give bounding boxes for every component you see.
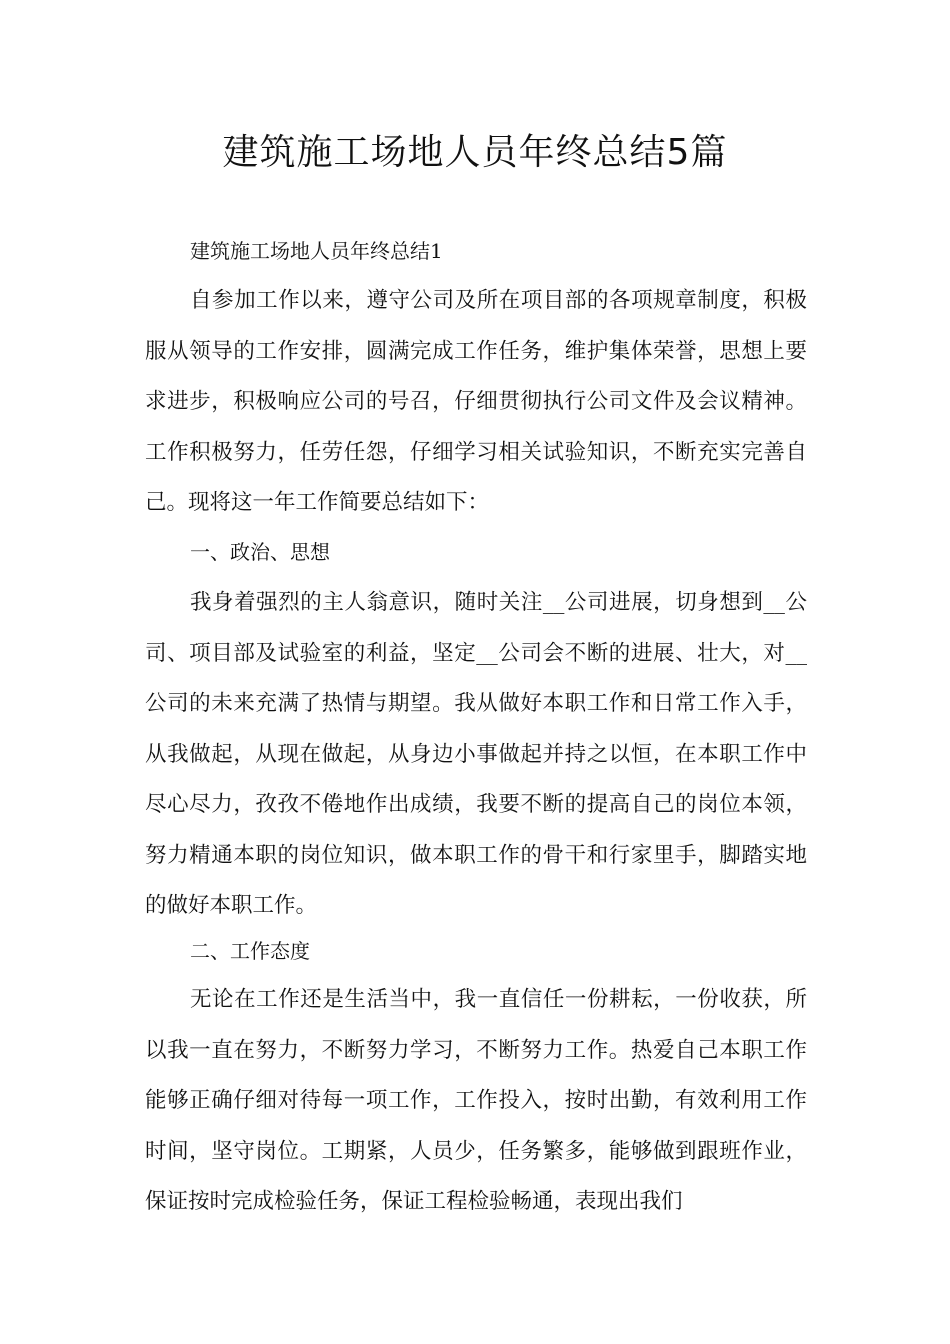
section-heading: 建筑施工场地人员年终总结1 — [190, 239, 443, 263]
paragraph-politics-thought: 我身着强烈的主人翁意识，随时关注__公司进展，切身想到__公司、项目部及试验室的利益，坚定__公司会不断的进展、壮大，对__公司的未来充满了热情与期望。我从做好本职工作和日常工作入手，从我做起，从现在做起，从身边小事做起并持之以恒，在本职工作中尽心尽力，孜孜不倦地作出成绩，我要不断的提高自己的岗位本领，努力精通本职的岗位知识，做本职工作的骨干和行家里手，脚踏实地的做好本职工作。 — [145, 590, 807, 918]
intro-paragraph: 自参加工作以来，遵守公司及所在项目部的各项规章制度，积极服从领导的工作安排，圆满完成工作任务，维护集体荣誉，思想上要求进步，积极响应公司的号召，仔细贯彻执行公司文件及会议精神。工作积极努力，任劳任怨，仔细学习相关试验知识，不断充实完善自己。现将这一年工作简要总结如下： — [145, 288, 807, 515]
document-title: 建筑施工场地人员年终总结5篇 — [222, 132, 728, 173]
heading-politics-thought: 一、政治、思想 — [190, 540, 330, 564]
heading-work-attitude: 二、工作态度 — [190, 939, 310, 963]
paragraph-work-attitude: 无论在工作还是生活当中，我一直信任一份耕耘，一份收获，所以我一直在努力，不断努力学习，不断努力工作。热爱自己本职工作能够正确仔细对待每一项工作，工作投入，按时出勤，有效利用工作时间，坚守岗位。工期紧，人员少，任务繁多，能够做到跟班作业，保证按时完成检验任务，保证工程检验畅通，表现出我们 — [145, 987, 807, 1214]
